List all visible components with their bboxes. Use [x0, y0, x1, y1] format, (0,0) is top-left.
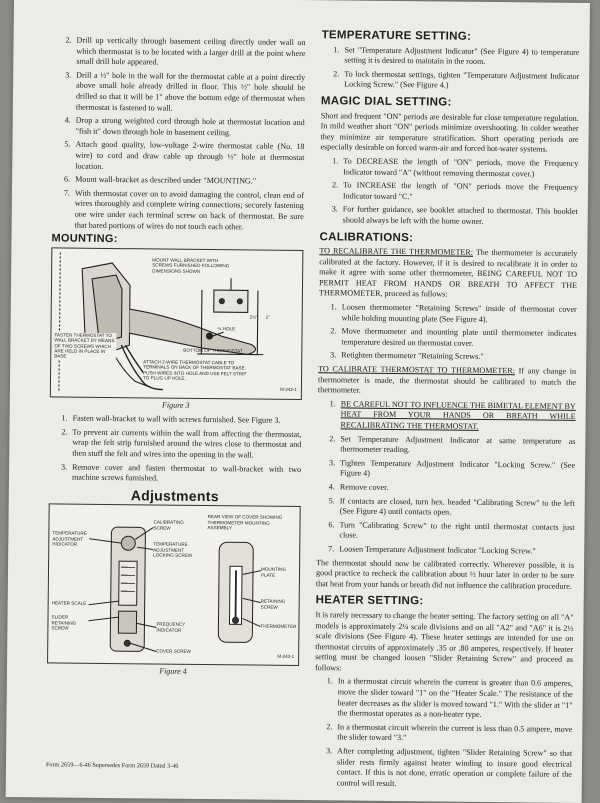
- list-item: 1. Set "Temperature Adjustment Indicator" (See Figure 4) to temperature setting it is desired to maintain in the room.: [321, 45, 579, 69]
- calibrations-heading: CALIBRATIONS:: [319, 232, 577, 245]
- cover-screw-label: COVER SCREW: [156, 649, 200, 655]
- list-item: 2. To prevent air currents within the wall from affecting the thermostat, wrap the felt strip furnished around the wires close to thermostat and then stuff the felt and wires into the opening in the wall.: [49, 427, 301, 461]
- list-item: 3. For further guidance, see booklet attached to thermostat. This booklet should always be left with the home owner.: [320, 205, 578, 229]
- dimension-label: 2½": [250, 314, 258, 319]
- mounting-steps: [49, 414, 302, 486]
- list-item: 6. Turn "Calibrating Screw" to the right until thermostat contacts just close.: [316, 520, 574, 544]
- list-item: 2. Set Temperature Adjustment Indicator at same temperature as thermometer reading.: [317, 434, 575, 458]
- retaining-label: RETAINING SCREW: [261, 599, 297, 610]
- dimension-label: 1": [266, 314, 270, 319]
- heater-setting-heading: HEATER SETTING:: [316, 595, 574, 608]
- mounting-plate-label: MOUNTING PLATE: [261, 567, 297, 578]
- list-item: 2. To lock thermostat settings, tighten "Temperature Adjustment Indicator Locking Screw." (See Figure 4.): [321, 69, 579, 93]
- list-item: 2. Move thermometer and mounting plate until thermometer indicates temperature desired on thermostat cover.: [318, 326, 576, 350]
- list-item: 3. Tighten Temperature Adjustment Indicator "Locking Screw." (See Figure 4): [317, 458, 575, 482]
- list-item: 1. Loosen thermometer "Retaining Screws" inside of thermostat cover while holding mounting plate (See Figure 4).: [319, 302, 577, 326]
- thermometer-steps: [318, 302, 577, 364]
- list-item: 3. Remove cover and fasten thermostat to wall-bracket with two machine screws furnished.: [49, 462, 301, 486]
- list-item: 2. Drill up vertically through basement ceiling directly under wall on which thermostat is to be located with a larger drill at the point where small drill hole appeared.: [53, 35, 305, 69]
- figure-id: M-243-1: [277, 652, 294, 663]
- magic-dial-steps: [320, 156, 579, 228]
- hole-label: ½ HOLE: [218, 326, 236, 332]
- mounting-heading: MOUNTING:: [51, 233, 303, 246]
- thermostat-steps: [316, 399, 576, 557]
- list-item: 4. Remove cover.: [317, 482, 575, 495]
- list-item: 1. To DECREASE the length of "ON" periods, move the Frequency Indicator toward "A" (without removing thermostat cover.): [320, 156, 578, 180]
- instruction-sheet: [6, 0, 590, 803]
- temp-indicator-label: TEMPERATURE ADJUSTMENT INDICATOR: [52, 531, 92, 548]
- adjustments-heading: Adjustments: [49, 489, 301, 502]
- list-item: 6. Mount wall-bracket as described under "MOUNTING.": [52, 175, 304, 188]
- list-item: 5. If contacts are closed, turn hex. headed "Calibrating Screw" to the left (See Figure 4) until contacts open.: [317, 496, 575, 520]
- figure-4-caption: Figure 4: [47, 666, 299, 679]
- form-number: Form 2659—6-46 Supersedes Form 2659 Dated 3-46: [46, 761, 178, 769]
- list-item: 7. With thermostat cover on to avoid damaging the control, clean end of wires thoroughly and complete wiring connections; securely fastening one wire under each terminal screw on back of thermostat. Be sure that bared portions of wires do not touch each other.: [52, 188, 304, 233]
- bracket-label: MOUNT WALL BRACKET WITH SCREWS FURNISHED FOLLOWING DIMENSIONS SHOWN: [152, 257, 234, 274]
- left-column: [47, 33, 306, 683]
- heater-steps: [314, 677, 573, 792]
- figure-id: M-242-1: [280, 385, 297, 396]
- list-item: 1. Fasten wall-bracket to wall with screws furnished. See Figure 3.: [50, 414, 302, 427]
- magic-dial-intro: Short and frequent "ON" periods are desirable for close temperature regulation. In mild weather short "ON" periods minimize overshooting. In colder weather they minimize air temperature stratification. Short operating periods are especially desirable on forced warm-air and forced hot-water systems.: [320, 111, 578, 156]
- bottom-label: BOTTOM OF THERMOSTAT: [183, 347, 242, 353]
- frequency-label: FREQUENCY INDICATOR: [156, 622, 200, 633]
- thermometer-label: THERMOMETER: [260, 624, 296, 630]
- list-item: 2. In a thermostat circuit wherein the current is less than 0.5 ampere, move the slider toward "3.": [314, 722, 572, 746]
- fasten-label: FASTEN THERMOSTAT TO WALL BRACKET BY MEANS OF TWO SCREWS WHICH ARE HELD IN PLACE IN BASE: [54, 332, 116, 360]
- heater-scale-label: HEATER SCALE: [52, 601, 92, 607]
- locking-label: TEMPERATURE ADJUSTMENT LOCKING SCREW: [153, 542, 201, 559]
- attach-label: ATTACH 2-WIRE THERMOSTAT CABLE TO TERMINALS ON BACK OF THERMOSTAT BASE. PUSH WIRES INTO HOLE AND USE FELT STRIP TO PLUG UP HOLE.: [143, 359, 253, 382]
- list-item: 3. After completing adjustment, tighten "Slider Retaining Screw" so that slider rests firmly against heater winding to insure good electrical contact. If this is not done, erratic operation or complete failure of the control will result.: [314, 746, 572, 791]
- wiring-steps: [52, 35, 306, 233]
- right-column: [314, 30, 580, 794]
- figure-3-mounting-diagram: [50, 247, 304, 400]
- thermostat-calibration-intro: TO CALIBRATE THERMOSTAT TO THERMOMETER: If any change in thermometer is made, the thermostat should be calibrated to match the thermometer.: [318, 364, 576, 398]
- list-item: 3. Retighten thermometer "Retaining Screws.": [318, 351, 576, 364]
- heater-intro: It is rarely necessary to change the heater setting. The factory setting on all "A" models is approximately 2¼ scale divisions and on all "A2" and "A6" it is 2½ scale divisions (See Figure 4). These heater settings are intended for use on thermostat circuits of approximately .35 or .80 amperes, respectively. If heater setting must be changed loosen "Slider Retaining Screw" and proceed as follows:: [315, 610, 574, 676]
- slider-label: SLIDER RETAINING SCREW: [51, 615, 91, 632]
- list-item: 3. Drill a ½" hole in the wall for the thermostat cable at a point directly above small hole already drilled in floor. This ½" hole should be drilled so that it will be 1" above the bottom edge of thermostat when thermostat is fastened to wall.: [53, 70, 305, 115]
- list-item: 4. Drop a strong weighted cord through hole at thermostat location and "fish it" down through hole in basement ceiling.: [53, 116, 305, 140]
- thermometer-calibration-intro: TO RECALIBRATE THE THERMOMETER: The thermometer is accurately calibrated at the factory. However, if it is desired to recalibrate it in order to make it agree with some other thermometer, BEING CAREFUL NOT TO PERMIT HEAT FROM HANDS OR BREATH TO AFFECT THE THERMOMETER, proceed as follows:: [319, 246, 578, 302]
- rear-view-label: REAR VIEW OF COVER SHOWING THERMOMETER MOUNTING ASSEMBLY: [207, 514, 287, 531]
- temperature-steps: [321, 45, 579, 93]
- figure-4-adjustments-diagram: [47, 504, 301, 667]
- magic-dial-heading: MAGIC DIAL SETTING:: [321, 96, 579, 109]
- figure-3-caption: Figure 3: [50, 399, 302, 412]
- calibration-closing: The thermostat should now be calibrated correctly. Wherever possible, it is good practice to recheck the calibration about ½ hour later in order to be sure that heat from your hands or breath did not influence the calibration procedure.: [316, 558, 574, 592]
- temperature-setting-heading: TEMPERATURE SETTING:: [322, 30, 580, 43]
- calibrating-label: CALIBRATING SCREW: [153, 520, 193, 531]
- list-item: 5. Attach good quality, low-voltage 2-wire thermostat cable (No. 18 wire) to cord and draw cable up through ½" hole at thermostat location.: [52, 140, 304, 174]
- list-item: 1. BE CAREFUL NOT TO INFLUENCE THE BIMETAL ELEMENT BY HEAT FROM YOUR HANDS OR BREATH WHILE RECALIBRATING THE THERMOSTAT.: [317, 399, 575, 433]
- list-item: 7. Loosen Temperature Adjustment Indicator "Locking Screw.": [316, 544, 574, 557]
- list-item: 2. To INCREASE the length of "ON" periods move the Frequency Indicator toward "C.": [320, 180, 578, 204]
- list-item: 1. In a thermostat circuit wherein the current is greater than 0.6 amperes, move the slider toward "1" on the "Heater Scale." The resistance of the heater decreases as the slider is moved toward "1." With the slider at "1" the thermostat operates as a non-heater type.: [314, 677, 572, 722]
